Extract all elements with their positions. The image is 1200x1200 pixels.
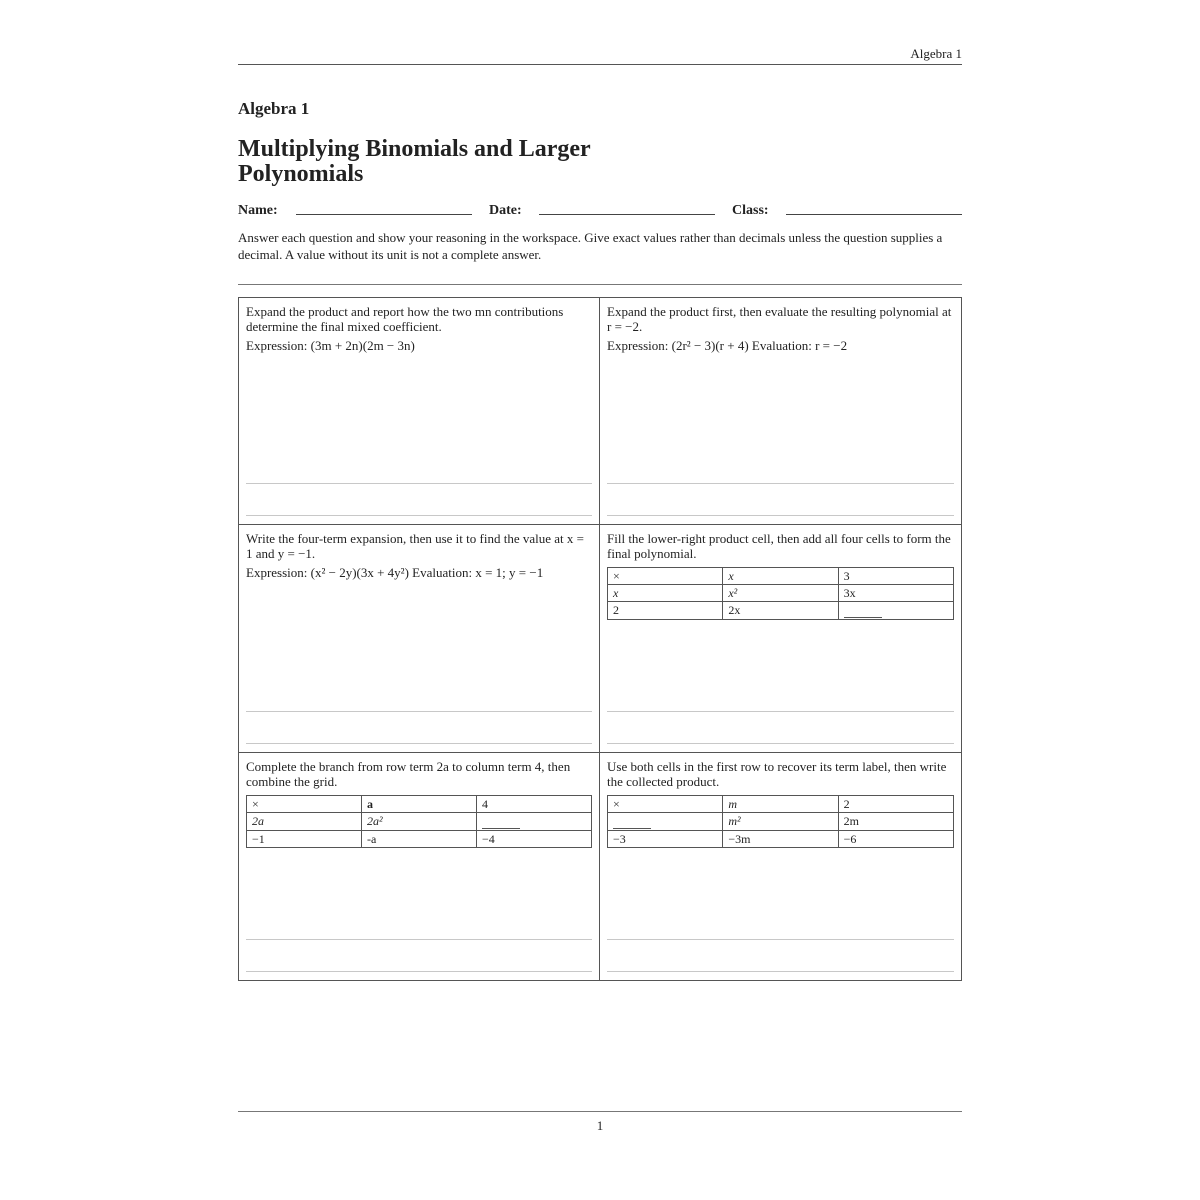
name-label: Name: [238,203,278,218]
table-row [247,812,592,830]
class-field[interactable] [786,214,962,215]
table-cell: 3 [838,568,953,585]
problem-1 [239,298,600,525]
area-model-table [607,567,954,620]
date-label: Date: [489,203,522,218]
blank-cell[interactable] [477,812,592,830]
table-cell: x [608,585,723,602]
table-cell: 4 [477,795,592,812]
problem-2 [600,298,961,525]
table-cell: a [362,795,477,812]
answer-line[interactable] [607,939,954,940]
answer-line[interactable] [607,711,954,712]
class-label: Class: [732,203,769,218]
problem-prompt: Expand the product and report how the two mn contributions determine the final mixed coefficient. [246,304,564,334]
answer-line[interactable] [246,971,592,972]
table-cell: x [723,568,838,585]
table-cell: × [608,568,723,585]
table-cell: -a [362,830,477,847]
answer-line[interactable] [246,743,592,744]
answer-line[interactable] [607,515,954,516]
table-cell: × [608,795,723,812]
problem-expression: Expression: (2r² − 3)(r + 4) Evaluation: r = −2 [607,338,848,353]
table-row [247,830,592,847]
student-info-row [238,203,962,223]
problem-prompt: Complete the branch from row term 2a to column term 4, then combine the grid. [246,758,571,789]
instructions: Answer each question and show your reasoning in the workspace. Give exact values rather than decimals unless the question supplies a decimal. A value without its unit is not a complete answer. [238,230,943,262]
table-cell: −3m [723,830,838,847]
table-cell: m² [723,812,838,830]
blank-line[interactable] [844,603,882,618]
problem-grid [238,297,962,981]
table-cell: x² [723,585,838,602]
table-cell: 2m [838,812,953,830]
worksheet-title: Multiplying Binomials and Larger Polynomials [238,136,591,187]
running-head: Algebra 1 [238,46,962,65]
table-cell: −3 [608,830,723,847]
table-row [608,602,954,620]
footer-divider [238,1111,962,1112]
problem-prompt: Write the four-term expansion, then use it to find the value at x = 1 and y = −1. [246,531,584,562]
table-cell: 2 [608,602,723,620]
table-row [608,812,954,830]
problem-expression: Expression: (x² − 2y)(3x + 4y²) Evaluation: x = 1; y = −1 [246,565,544,581]
problem-3 [239,525,600,752]
table-row [608,568,954,585]
blank-line[interactable] [482,814,520,829]
page-number: 1 [596,1118,604,1133]
answer-line[interactable] [246,483,592,484]
table-cell: 2 [838,795,953,812]
problem-expression: Expression: (3m + 2n)(2m − 3n) [246,338,415,353]
blank-cell[interactable] [838,602,953,620]
name-field[interactable] [296,214,472,215]
table-row [608,585,954,602]
area-model-table [246,795,592,848]
table-row [608,830,954,847]
header-divider [238,284,962,285]
table-cell: −4 [477,830,592,847]
table-cell: 2a² [362,812,477,830]
problem-prompt: Use both cells in the first row to recover its term label, then write the collected product. [607,758,947,789]
table-cell: −1 [247,830,362,847]
blank-cell[interactable] [608,812,723,830]
answer-line[interactable] [607,483,954,484]
table-row [247,795,592,812]
blank-line[interactable] [613,814,651,829]
answer-line[interactable] [607,971,954,972]
table-row [608,795,954,812]
problem-prompt: Fill the lower-right product cell, then add all four cells to form the final polynomial. [607,531,951,562]
table-cell: 3x [838,585,953,602]
table-cell: 2x [723,602,838,620]
problem-6 [600,753,961,980]
table-cell: m [723,795,838,812]
problem-5 [239,753,600,980]
answer-line[interactable] [246,939,592,940]
problem-prompt: Expand the product first, then evaluate the resulting polynomial at r = −2. [607,304,952,334]
answer-line[interactable] [246,711,592,712]
answer-line[interactable] [607,743,954,744]
course-name: Algebra 1 [238,99,310,118]
table-cell: 2a [247,812,362,830]
problem-4 [600,525,961,752]
date-field[interactable] [539,214,715,215]
area-model-table [607,795,954,848]
table-cell: × [247,795,362,812]
answer-line[interactable] [246,515,592,516]
table-cell: −6 [838,830,953,847]
